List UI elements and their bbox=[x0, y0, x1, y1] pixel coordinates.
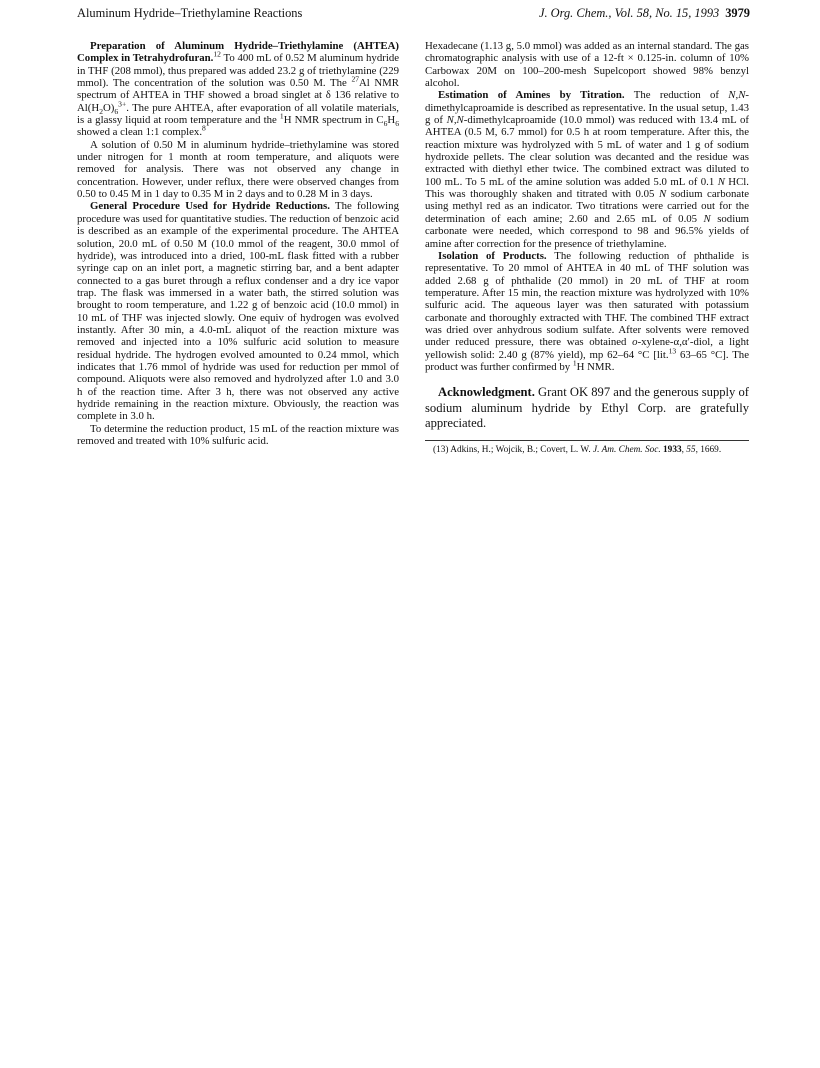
paragraph-ahtea-preparation bbox=[77, 40, 399, 139]
footnote-year: 1933 bbox=[660, 444, 682, 455]
charge-superscript: 3+ bbox=[118, 99, 127, 109]
section-heading: Preparation of Aluminum Hydride–Triethylamine (AHTEA) Complex in Tetrahydrofuran. bbox=[77, 40, 399, 65]
acknowledgment bbox=[425, 385, 749, 431]
body-text: showed a clean 1:1 complex. bbox=[77, 126, 203, 139]
section-heading: Isolation of Products. bbox=[438, 249, 547, 262]
page-number: 3979 bbox=[725, 6, 750, 20]
body-text: H bbox=[387, 114, 396, 127]
section-heading: Estimation of Amines by Titration. bbox=[438, 89, 625, 102]
footnote-text: (13) Adkins, H.; Wojcik, B.; Covert, L. W. bbox=[433, 444, 593, 455]
reference-mark: 13 bbox=[668, 346, 677, 355]
footnote-separator: , bbox=[681, 444, 687, 455]
subscript: 6 bbox=[114, 106, 119, 116]
reference-mark: 12 bbox=[213, 49, 221, 59]
italic-text: N,N bbox=[728, 89, 746, 102]
body-text: H NMR spectrum in C bbox=[283, 114, 384, 127]
running-head-citation bbox=[539, 6, 750, 21]
body-text: O) bbox=[102, 101, 115, 114]
footnote-divider bbox=[425, 440, 749, 441]
italic-text: o bbox=[632, 336, 638, 349]
body-text: HCl. This was thoroughly shaken and titrated with 0.05 bbox=[425, 175, 750, 201]
body-text: 63–65 °C]. The product was further confirmed by bbox=[425, 348, 749, 373]
body-text: The following reduction of phthalide is representative. To 20 mmol of AHTEA in 40 mL of THF solution was added 2.68 g of phthalide (20 mmol) in 20 mL of THF at room temperature. After 15 min, the reaction mixture was hydrolyzed with 10% sulfuric acid. The aqueous layer was then saturated with potassium carbonate and thoroughly extracted with THF. The combined THF extract was dried over anhydrous sodium sulfate. After solvents were removed under reduced pressure, there was obtained bbox=[425, 249, 750, 349]
body-text: sodium carbonate using methyl red as an indicator. Two titrations were carried out for the determination of each amine; 2.60 and 2.65 mL of 0.05 bbox=[425, 188, 749, 225]
isotope-superscript: 1 bbox=[279, 111, 284, 121]
journal-citation: J. Org. Chem., Vol. 58, No. 15, 1993 bbox=[538, 6, 720, 20]
body-text: . The pure AHTEA, after evaporation of all volatile materials, is a glassy liquid at room temperature and the bbox=[77, 101, 399, 127]
footnote-volume: 55 bbox=[686, 444, 696, 455]
paragraph-general-procedure bbox=[77, 200, 399, 422]
acknowledgment-text: Grant OK 897 and the generous supply of sodium aluminum hydride by Ethyl Corp. are gratefully appreciated. bbox=[425, 385, 749, 431]
body-text: -xylene-α,α′-diol, a light yellowish solid: 2.40 g (87% yield), mp 62–64 °C [lit. bbox=[425, 336, 749, 361]
footnote-pages: , 1669. bbox=[695, 444, 722, 455]
footnote-journal: J. Am. Chem. Soc. bbox=[592, 444, 661, 455]
italic-text: N,N bbox=[446, 114, 464, 127]
paragraph-isolation bbox=[425, 250, 749, 373]
body-text: The reduction of bbox=[624, 89, 729, 102]
body-text: sodium carbonate were needed, which correspond to 98 and 96.5% yields of amine after correction for the presence of triethylamine. bbox=[425, 212, 750, 250]
right-column bbox=[425, 40, 749, 456]
italic-text: N bbox=[658, 188, 667, 201]
paragraph-stability: A solution of 0.50 M in aluminum hydride–triethylamine was stored under nitrogen for 1 month at room temperature, and aliquots were removed for analysis. There was not observed any change in concentration. However, under reflux, there were observed changes from 0.50 to 0.45 M in 1 day to 0.35 M in 2 days and to 0.28 M in 3 days. bbox=[77, 138, 399, 201]
body-text: -dimethylcaproamide (10.0 mmol) was reduced with 13.4 mL of AHTEA (0.5 M, 6.7 mmol) for 0.5 h at room temperature. After this, the reaction mixture was hydrolyzed with 5 mL of water and 1 g of sodium hydroxide pellets. The clear solution was decanted and the residue was extracted with diethyl ether twice. The combined extract was diluted to 100 mL. To 5 mL of the amine solution was added 5.0 mL of 0.1 bbox=[425, 114, 749, 188]
paragraph-amine-titration bbox=[425, 89, 749, 249]
paragraph-reduction-product: To determine the reduction product, 15 mL of the reaction mixture was removed and treated with 10% sulfuric acid. bbox=[77, 422, 399, 447]
section-heading: General Procedure Used for Hydride Reductions. bbox=[90, 200, 330, 213]
subscript: 6 bbox=[395, 119, 399, 129]
body-text: H NMR. bbox=[576, 360, 615, 373]
italic-text: N bbox=[717, 175, 725, 188]
italic-text: N bbox=[703, 212, 711, 225]
running-head-title: Aluminum Hydride–Triethylamine Reactions bbox=[77, 6, 303, 20]
isotope-superscript: 27 bbox=[351, 74, 359, 84]
reference-mark: 8 bbox=[202, 123, 206, 133]
footnote-13 bbox=[425, 445, 749, 456]
subscript: 2 bbox=[99, 106, 103, 116]
body-text: -dimethylcaproamide is described as representative. In the usual setup, 1.43 g of bbox=[425, 89, 750, 127]
running-head bbox=[77, 6, 750, 28]
body-text: Al NMR spectrum of AHTEA in THF showed a broad singlet at δ 136 relative to Al(H bbox=[77, 77, 399, 114]
subscript: 6 bbox=[383, 119, 388, 129]
isotope-superscript: 1 bbox=[572, 358, 577, 368]
paragraph-continued: Hexadecane (1.13 g, 5.0 mmol) was added as an internal standard. The gas chromatographic analysis with use of a 12-ft × 0.125-in. column of 10% Carbowax 20M on 100–200-mesh Supelcoport showed 98% benzyl alcohol. bbox=[425, 40, 749, 90]
left-column bbox=[77, 40, 399, 447]
body-text: The following procedure was used for quantitative studies. The reduction of benzoic acid is described as an example of the experimental procedure. The AHTEA solution, 20.0 mL of 0.50 M (10.0 mmol of the reagent, 30.0 mmol of hydride), was introduced into a dried, 100-mL flask fitted with a rubber syringe cap on an inlet port, a magnetic stirring bar, and a bent adapter connected to a gas buret through a reflux condenser and a dry ice vapor trap. The flask was immersed in a water bath, the stirred solution was brought to room temperature, and 1.22 g of benzoic acid (10.0 mmol) in 10 mL of THF was injected slowly. One equiv of hydrogen was evolved instantly. After 30 min, a 4.0-mL aliquot of the reaction mixture was removed and injected into a 10% sulfuric acid solution to measure residual hydride. The hydrogen evolved amounted to 0.24 mmol, which indicates that 1.76 mmol of hydride was used for reduction per mmol of compound. Aliquots were also removed and hydrolyzed after 1.0 and 3.0 h of the reaction time. After 3 h, there was not observed any active hydride remaining in the reaction mixture. Obviously, the reaction was complete in 3.0 h. bbox=[77, 200, 399, 423]
body-text: To 400 mL of 0.52 M aluminum hydride in THF (208 mmol), thus prepared was added 23.2 g of triethylamine (229 mmol). The concentration of the solution was 0.50 M. The bbox=[77, 52, 400, 90]
acknowledgment-heading: Acknowledgment. bbox=[438, 385, 535, 400]
